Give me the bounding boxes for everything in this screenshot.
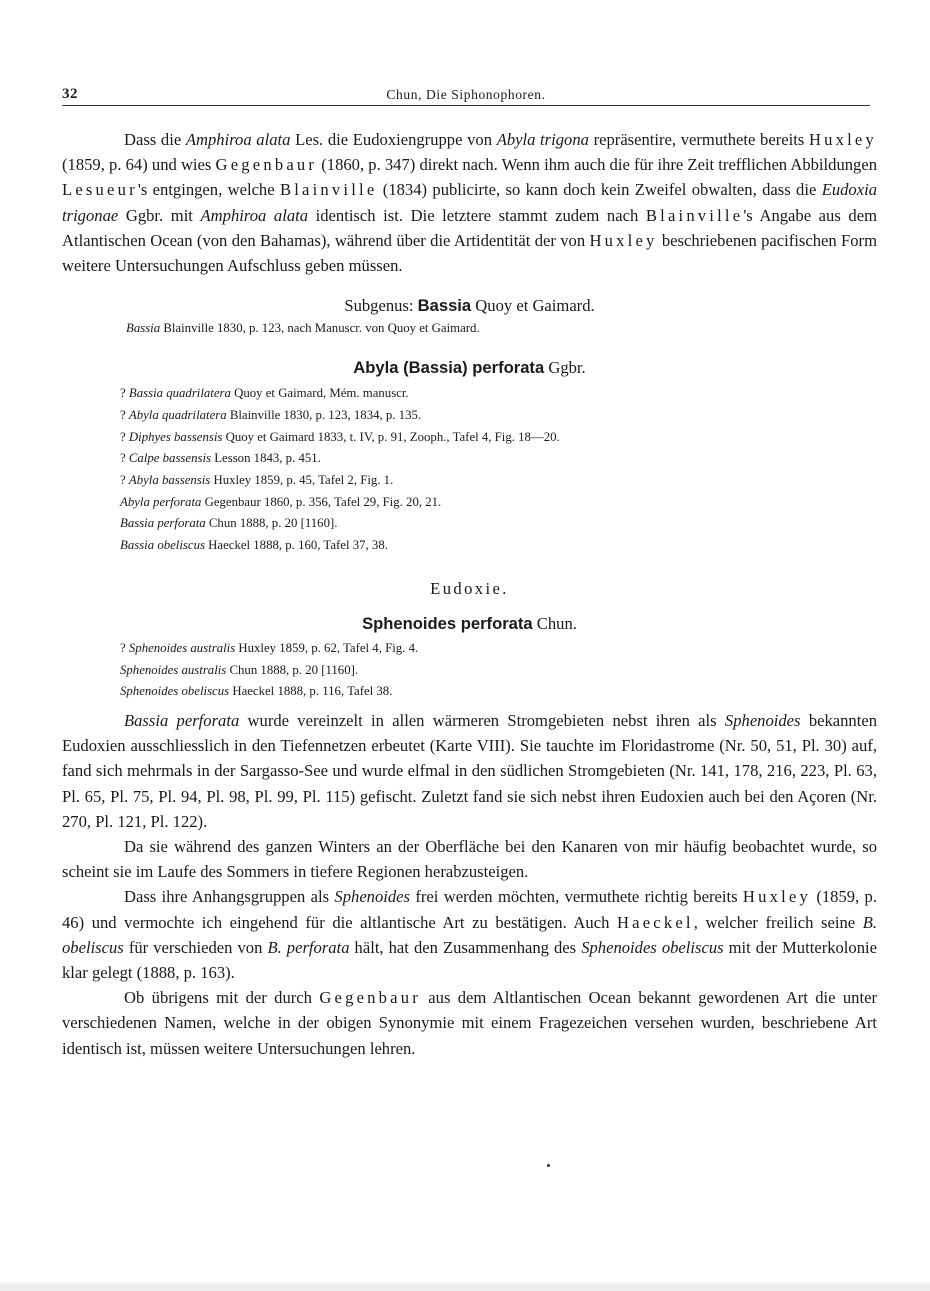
italic-term: Abyla bassensis	[128, 473, 211, 488]
italic-term: Abyla perforata	[120, 494, 202, 509]
synonymy-list	[62, 383, 877, 557]
body-paragraph: Da sie während des ganzen Winters an der Oberfläche bei den Kanaren von mir häufig beobachtet wurde, so scheint sie im Laufe des Sommers in tiefere Regionen herabzusteigen.	[62, 836, 877, 882]
italic-term: Amphiroa alata	[200, 205, 309, 225]
italic-term: Bassia obeliscus	[120, 538, 205, 553]
italic-term: Sphenoides obeliscus	[120, 684, 230, 699]
author-name: Gegenbaur	[215, 155, 318, 175]
synonym-entry: Sphenoides obeliscus Haeckel 1888, p. 116, Tafel 38.	[120, 684, 393, 699]
author-name: Haeckel	[616, 912, 694, 932]
eudoxie-heading: Eudoxie.	[430, 578, 509, 598]
synonym-entry: Sphenoides australis Chun 1888, p. 20 [1160].	[120, 662, 359, 677]
body-paragraphs	[62, 708, 877, 1061]
italic-term: Bassia quadrilatera	[128, 386, 231, 401]
italic-term: Bassia	[126, 321, 161, 336]
body-paragraph: Dass ihre Anhangsgruppen als Sphenoides frei werden möchten, vermuthete richtig bereits Huxley (1859, p. 46) und vermochte ich eingehend für die altlantische Art zu bestätigen. Auch Haeckel, welcher freilich seine B. obeliscus für verschieden von B. perforata hält, hat den Zusammenhang des Sphenoides obeliscus mit der Mutterkolonie klar gelegt (1888, p. 163).	[62, 887, 878, 982]
italic-term: Sphenoides obeliscus	[581, 937, 724, 957]
italic-term: Abyla quadrilatera	[128, 407, 227, 422]
running-title: Chun, Die Siphonophoren.	[386, 87, 546, 102]
subgenus-heading	[62, 293, 877, 319]
author-name: Gegenbaur	[319, 988, 421, 1008]
body-paragraph: Ob übrigens mit der durch Gegenbaur aus dem Altlantischen Ocean bekannt gewordenen Art die unter verschiedenen Namen, welche in der obigen Synonymie mit einem Fragezeichen versehen wurden, beschriebene Art identisch ist, müssen weitere Untersuchungen lehren.	[62, 988, 877, 1058]
author-name: Lesueur	[62, 180, 138, 200]
synonym-entry: ? Calpe bassensis Lesson 1843, p. 451.	[120, 451, 321, 466]
species-heading	[62, 355, 877, 381]
subgenus-prefix: Subgenus:	[344, 296, 418, 316]
author-name: Huxley	[808, 130, 877, 149]
synonym-entry: ? Diphyes bassensis Quoy et Gaimard 1833, t. IV, p. 91, Zooph., Tafel 4, Fig. 18—20.	[120, 429, 560, 444]
synonym-entry: Bassia obeliscus Haeckel 1888, p. 160, Tafel 37, 38.	[120, 538, 388, 553]
italic-term: Eudoxia trigonae	[62, 180, 877, 225]
subgenus-name: Bassia	[417, 296, 472, 316]
italic-term: Diphyes bassensis	[128, 429, 223, 444]
author-name: Huxley	[589, 230, 658, 250]
italic-term: Bassia perforata	[124, 710, 240, 730]
author-name: Huxley	[742, 887, 811, 907]
eudoxie-species-heading	[62, 611, 877, 637]
synonym-entry: ? Bassia quadrilatera Quoy et Gaimard, Mém. manuscr.	[120, 386, 409, 401]
synonym-entry: ? Abyla bassensis Huxley 1859, p. 45, Tafel 2, Fig. 1.	[120, 473, 394, 488]
species-name: Abyla (Bassia) perforata	[353, 358, 545, 378]
italic-term: Abyla trigona	[496, 130, 589, 149]
eudoxie-species-name: Sphenoides perforata	[362, 613, 533, 633]
italic-term: Sphenoides	[334, 887, 411, 907]
intro-paragraph: Dass die Amphiroa alata Les. die Eudoxiengruppe von Abyla trigona repräsentire, vermuthete bereits Huxley (1859, p. 64) und wies Gegenbaur (1860, p. 347) direkt nach. Wenn ihm auch die für ihre Zeit trefflichen Abbildungen Lesueur's entgingen, welche Blainville (1834) publicirte, so kann doch kein Zweifel obwalten, dass die Eudoxia trigonae Ggbr. mit Amphiroa alata identisch ist. Die letztere stammt zudem nach Blainville's Angabe aus dem Atlantischen Ocean (von den Bahamas), während über die Artidentität der von Huxley beschriebenen pacifischen Form weitere Untersuchungen Aufschluss geben müssen.	[62, 130, 877, 276]
subgenus-reference: Bassia Blainville 1830, p. 123, nach Manuscr. von Quoy et Gaimard.	[126, 321, 480, 336]
italic-term: Sphenoides australis	[120, 662, 227, 677]
species-author: Ggbr.	[544, 358, 586, 378]
page-body	[62, 127, 877, 1061]
subgenus-author: Quoy et Gaimard.	[471, 296, 595, 316]
page-mark	[547, 1164, 550, 1167]
eudoxie-species-author: Chun.	[532, 613, 577, 633]
synonym-entry: Bassia perforata Chun 1888, p. 20 [1160].	[120, 516, 338, 531]
italic-term: Bassia perforata	[120, 516, 206, 531]
author-name: Blainville	[645, 205, 744, 225]
italic-term: Sphenoides australis	[128, 640, 236, 655]
page-header	[62, 86, 870, 106]
author-name: Blainville	[279, 180, 378, 200]
synonym-entry: Abyla perforata Gegenbaur 1860, p. 356, Tafel 29, Fig. 20, 21.	[120, 494, 442, 509]
italic-term: Amphiroa alata	[185, 130, 291, 149]
eudoxie-synonymy-list	[62, 638, 877, 703]
header-rule	[62, 105, 870, 106]
italic-term: Sphenoides	[724, 710, 801, 730]
body-paragraph: Bassia perforata wurde vereinzelt in allen wärmeren Stromgebieten nebst ihren als Sphenoides bekannten Eudoxien ausschliesslich in den Tiefennetzen erbeutet (Karte VIII). Sie tauchte im Floridastrome (Nr. 50, 51, Pl. 30) auf, fand sich mehrmals in der Sargasso-See und wurde elfmal in den südlichen Stromgebieten (Nr. 141, 178, 216, 223, Pl. 63, Pl. 65, Pl. 75, Pl. 94, Pl. 98, Pl. 99, Pl. 115) gefischt. Zuletzt fand sie sich nebst ihren Eudoxien auch bei den Açoren (Nr. 270, Pl. 121, Pl. 122).	[62, 710, 878, 831]
synonym-entry: ? Sphenoides australis Huxley 1859, p. 62, Tafel 4, Fig. 4.	[120, 640, 419, 655]
synonym-entry: ? Abyla quadrilatera Blainville 1830, p. 123, 1834, p. 135.	[120, 407, 422, 422]
page-number: 32	[62, 86, 78, 102]
italic-term: B. obeliscus	[62, 912, 877, 957]
scan-edge	[0, 1283, 930, 1291]
italic-term: B. perforata	[267, 937, 350, 957]
italic-term: Calpe bassensis	[128, 451, 212, 466]
